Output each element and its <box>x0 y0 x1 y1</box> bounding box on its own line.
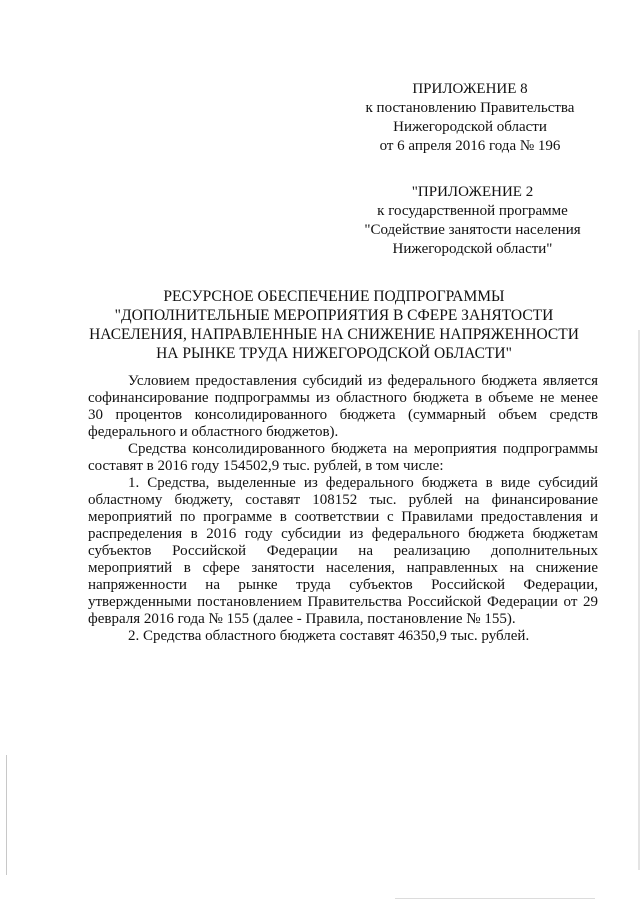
paragraph-line: распределения в 2016 году субсидии из федерального бюджета бюджетам <box>88 526 598 542</box>
paragraph-line: 1. Средства, выделенные из федерального бюджета в виде субсидий <box>128 475 598 491</box>
appendix-2-title: "ПРИЛОЖЕНИЕ 2 <box>411 184 534 200</box>
appendix-2-line: к государственной программе <box>377 203 568 219</box>
appendix-8-header <box>360 80 580 156</box>
paragraph-line: напряженности на рынке труда субъектов Российской Федерации, <box>88 577 598 593</box>
paragraph-federal-funds <box>88 475 598 628</box>
paragraph-conditions <box>88 373 598 441</box>
paragraph-line: 30 процентов консолидированного бюджета (суммарный объем средств <box>88 407 598 423</box>
scan-margin-line <box>6 755 7 875</box>
paragraph-line: Средства консолидированного бюджета на мероприятия подпрограммы <box>128 441 598 457</box>
paragraph-line: софинансирование подпрограммы из областного бюджета в объеме не менее <box>88 390 598 406</box>
appendix-8-date: от 6 апреля 2016 года № 196 <box>379 138 561 154</box>
paragraph-line: субъектов Российской Федерации на реализацию дополнительных <box>88 543 598 559</box>
paragraph-line: мероприятий по программе в соответствии с Правилами предоставления и <box>88 509 598 525</box>
paragraph-line: 2. Средства областного бюджета составят 46350,9 тыс. рублей. <box>128 628 530 644</box>
title-line: НАСЕЛЕНИЯ, НАПРАВЛЕННЫЕ НА СНИЖЕНИЕ НАПРЯЖЕННОСТИ <box>89 326 579 343</box>
appendix-2-line: "Содействие занятости населения <box>364 222 581 238</box>
appendix-8-title: ПРИЛОЖЕНИЕ 8 <box>412 81 528 97</box>
paragraph-regional-funds <box>88 628 598 645</box>
title-line: НА РЫНКЕ ТРУДА НИЖЕГОРОДСКОЙ ОБЛАСТИ" <box>156 345 512 362</box>
title-line: "ДОПОЛНИТЕЛЬНЫЕ МЕРОПРИЯТИЯ В СФЕРЕ ЗАНЯТОСТИ <box>114 307 554 324</box>
paragraph-line: Условием предоставления субсидий из федерального бюджета является <box>128 373 598 389</box>
document-body <box>88 373 598 645</box>
paragraph-line: составят в 2016 году 154502,9 тыс. рублей, в том числе: <box>88 458 444 474</box>
appendix-2-header <box>355 183 590 259</box>
appendix-2-line: Нижегородской области" <box>392 241 553 257</box>
paragraph-line: мероприятий в сфере занятости населения, направленных на снижение <box>88 560 598 576</box>
paragraph-line: утвержденными постановлением Правительства Российской Федерации от 29 <box>88 594 598 610</box>
title-line: РЕСУРСНОЕ ОБЕСПЕЧЕНИЕ ПОДПРОГРАММЫ <box>163 288 505 305</box>
paragraph-line: федерального и областного бюджетов). <box>88 424 339 440</box>
scan-bottom-line <box>395 898 595 899</box>
appendix-8-line: Нижегородской области <box>393 119 547 135</box>
paragraph-line: областному бюджету, составят 108152 тыс. рублей на финансирование <box>88 492 598 508</box>
document-title <box>80 287 588 363</box>
appendix-8-line: к постановлению Правительства <box>365 100 575 116</box>
paragraph-line: февраля 2016 года № 155 (далее - Правила, постановление № 155). <box>88 611 516 627</box>
paragraph-consolidated <box>88 441 598 475</box>
